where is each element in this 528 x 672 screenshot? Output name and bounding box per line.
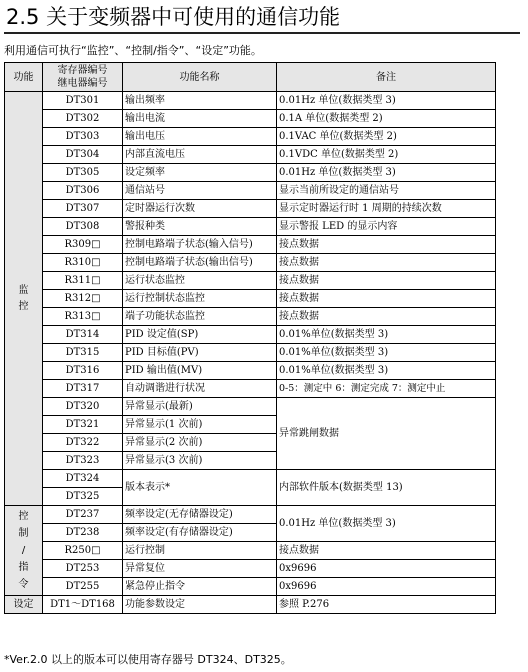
table-header-row: [5, 63, 496, 92]
communication-functions-table: [4, 62, 496, 614]
table-row: [5, 470, 496, 488]
remark-cell: 接点数据: [277, 272, 496, 290]
remark-cell: 接点数据: [277, 290, 496, 308]
function-name-cell: PID 目标值(PV): [123, 344, 277, 362]
table-row: [5, 560, 496, 578]
table-row: [5, 344, 496, 362]
function-name-cell: 运行控制状态监控: [123, 290, 277, 308]
table-row: [5, 146, 496, 164]
table-row: [5, 308, 496, 326]
register-cell: DT237: [43, 506, 123, 524]
register-cell: DT324: [43, 470, 123, 488]
intro-text: 利用通信可执行“监控”、“控制/指令”、“设定”功能。: [4, 44, 262, 57]
table-row: [5, 506, 496, 524]
table-row: [5, 578, 496, 596]
function-name-cell: PID 设定值(SP): [123, 326, 277, 344]
function-name-cell: 异常显示(1 次前): [123, 416, 277, 434]
function-name-cell: 定时器运行次数: [123, 200, 277, 218]
table-row: [5, 362, 496, 380]
register-cell: R250□: [43, 542, 123, 560]
register-cell: DT303: [43, 128, 123, 146]
remark-cell: 0.01%单位(数据类型 3): [277, 344, 496, 362]
header-category: 功能: [5, 63, 43, 92]
remark-cell: 接点数据: [277, 308, 496, 326]
function-name-cell: 端子功能状态监控: [123, 308, 277, 326]
function-name-cell: 功能参数设定: [123, 596, 277, 614]
table-row: [5, 200, 496, 218]
header-function-name: 功能名称: [123, 63, 277, 92]
category-setting: 设定: [5, 596, 43, 614]
function-name-cell: 紧急停止指令: [123, 578, 277, 596]
function-name-cell: PID 输出值(MV): [123, 362, 277, 380]
register-cell: R309□: [43, 236, 123, 254]
category-monitor-label: 监 控: [18, 284, 29, 312]
function-name-cell: 频率设定(无存储器设定): [123, 506, 277, 524]
register-cell: DT304: [43, 146, 123, 164]
remark-cell: 0x9696: [277, 578, 496, 596]
register-cell: DT301: [43, 92, 123, 110]
function-name-cell: 频率设定(有存储器设定): [123, 524, 277, 542]
register-cell: DT321: [43, 416, 123, 434]
register-cell: DT305: [43, 164, 123, 182]
remark-cell: 0.1VDC 单位(数据类型 2): [277, 146, 496, 164]
table-row: [5, 272, 496, 290]
section-title: 2.5 关于变频器中可使用的通信功能: [4, 2, 520, 34]
function-name-cell: 控制电路端子状态(输入信号): [123, 236, 277, 254]
function-name-cell: 输出频率: [123, 92, 277, 110]
table-row: [5, 92, 496, 110]
table-row: [5, 542, 496, 560]
table-row: [5, 218, 496, 236]
register-cell: DT1～DT168: [43, 596, 123, 614]
register-cell: R312□: [43, 290, 123, 308]
register-cell: R313□: [43, 308, 123, 326]
remark-cell: 0.1VAC 单位(数据类型 2): [277, 128, 496, 146]
remark-cell: 参照 P.276: [277, 596, 496, 614]
function-name-cell: 警报种类: [123, 218, 277, 236]
function-name-cell: 输出电流: [123, 110, 277, 128]
remark-cell: 0.01%单位(数据类型 3): [277, 362, 496, 380]
table-row: [5, 110, 496, 128]
remark-cell: 显示警报 LED 的显示内容: [277, 218, 496, 236]
function-name-cell: 设定频率: [123, 164, 277, 182]
function-name-cell: 异常显示(最新): [123, 398, 277, 416]
remark-cell: 接点数据: [277, 236, 496, 254]
function-name-cell-version: 版本表示*: [123, 470, 277, 506]
remark-cell-frequency: 0.01Hz 单位(数据类型 3): [277, 506, 496, 542]
table-row: [5, 182, 496, 200]
function-name-cell: 自动调谐进行状况: [123, 380, 277, 398]
table-row: [5, 128, 496, 146]
register-cell: DT325: [43, 488, 123, 506]
table-row: [5, 326, 496, 344]
remark-cell: 0-5：测定中 6：测定完成 7：测定中止: [277, 380, 496, 398]
function-name-cell: 通信站号: [123, 182, 277, 200]
register-cell: DT307: [43, 200, 123, 218]
remark-cell: 0x9696: [277, 560, 496, 578]
function-name-cell: 内部直流电压: [123, 146, 277, 164]
register-cell: DT308: [43, 218, 123, 236]
header-register-line2: 继电器编号: [57, 78, 108, 89]
register-cell: DT320: [43, 398, 123, 416]
remark-cell: 0.01%单位(数据类型 3): [277, 326, 496, 344]
register-cell: DT314: [43, 326, 123, 344]
header-register-line1: 寄存器编号: [57, 65, 108, 76]
remark-cell: 接点数据: [277, 542, 496, 560]
table-row: [5, 236, 496, 254]
register-cell: DT253: [43, 560, 123, 578]
function-name-cell: 输出电压: [123, 128, 277, 146]
table-row: [5, 398, 496, 416]
function-name-cell: 异常显示(2 次前): [123, 434, 277, 452]
remark-cell-abnormal-trip: 异常跳闸数据: [277, 398, 496, 470]
category-monitor: [5, 92, 43, 506]
remark-cell: 接点数据: [277, 254, 496, 272]
header-register: [43, 63, 123, 92]
category-control-label: 控 制 / 指 令: [18, 511, 29, 590]
function-name-cell: 运行状态监控: [123, 272, 277, 290]
register-cell: R310□: [43, 254, 123, 272]
remark-cell: 显示定时器运行时 1 周期的持续次数: [277, 200, 496, 218]
table-row: [5, 164, 496, 182]
table-row: [5, 596, 496, 614]
register-cell: DT238: [43, 524, 123, 542]
register-cell: DT323: [43, 452, 123, 470]
remark-cell: 0.1A 单位(数据类型 2): [277, 110, 496, 128]
register-cell: DT255: [43, 578, 123, 596]
function-name-cell: 控制电路端子状态(输出信号): [123, 254, 277, 272]
register-cell: DT316: [43, 362, 123, 380]
register-cell: R311□: [43, 272, 123, 290]
remark-cell: 显示当前所设定的通信站号: [277, 182, 496, 200]
function-name-cell: 运行控制: [123, 542, 277, 560]
remark-cell: 0.01Hz 单位(数据类型 3): [277, 164, 496, 182]
register-cell: DT302: [43, 110, 123, 128]
register-cell: DT306: [43, 182, 123, 200]
footnote: *Ver.2.0 以上的版本可以使用寄存器号 DT324、DT325。: [4, 653, 292, 666]
remark-cell: 0.01Hz 单位(数据类型 3): [277, 92, 496, 110]
table-row: [5, 380, 496, 398]
register-cell: DT317: [43, 380, 123, 398]
category-control: [5, 506, 43, 596]
register-cell: DT315: [43, 344, 123, 362]
header-remark: 备注: [277, 63, 496, 92]
register-cell: DT322: [43, 434, 123, 452]
remark-cell-version: 内部软件版本(数据类型 13): [277, 470, 496, 506]
table-row: [5, 254, 496, 272]
function-name-cell: 异常显示(3 次前): [123, 452, 277, 470]
table-row: [5, 290, 496, 308]
function-name-cell: 异常复位: [123, 560, 277, 578]
